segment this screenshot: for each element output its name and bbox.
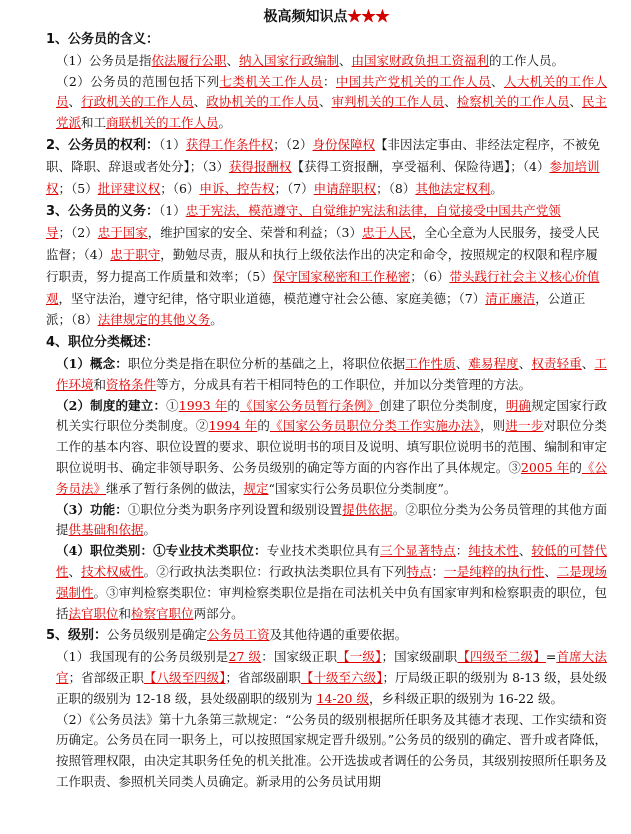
- key-term: 民主党派: [56, 94, 607, 131]
- key-term: 1994 年: [208, 418, 258, 434]
- text-run: ；（8）: [376, 180, 416, 196]
- key-term: 供基础和依据: [68, 522, 144, 538]
- text-run: （1）概念：: [56, 355, 128, 371]
- key-term: 依法履行公职: [151, 52, 227, 68]
- section-heading: [46, 135, 607, 200]
- text-run: （1）: [159, 203, 186, 219]
- text-run: （1）我国现有的公务员级别是: [56, 649, 229, 665]
- text-run: 、: [581, 355, 595, 371]
- key-term: 保守国家秘密和工作秘密: [272, 268, 411, 284]
- text-run: 和: [93, 376, 107, 392]
- text-run: 的: [227, 397, 241, 413]
- text-run: 。: [210, 312, 223, 328]
- paragraph: [46, 500, 607, 542]
- key-term: 资格条件: [106, 376, 157, 392]
- key-term: 1993 年: [178, 397, 228, 413]
- text-run: 规定国家行政机关实行职位分类制度。②: [56, 397, 607, 434]
- text-run: 创建了职位分类制度，: [379, 397, 506, 413]
- key-term: 进一步: [505, 418, 544, 434]
- key-term: 检察官职位: [131, 605, 194, 621]
- text-run: ，公道正派；（8）: [46, 290, 586, 328]
- key-term: 二是现场强制性: [56, 563, 607, 600]
- text-run: ：国家级正职: [261, 649, 338, 665]
- key-term: 工作环境: [56, 355, 607, 392]
- text-run: 和工: [81, 115, 107, 131]
- document-body: [46, 30, 607, 793]
- key-term: 商联机关的工作人员: [106, 115, 219, 131]
- text-run: 、: [518, 543, 532, 559]
- text-run: 、: [491, 73, 504, 89]
- key-term: 政协机关的工作人员: [206, 94, 319, 110]
- text-run: （2）《公务员法》第十九条第三款规定：“公务员的级别根据所任职务及其德才表现、工作实绩和资历确定。公务员在同一职务上，可以按照国家规定晋升级别。”公务员的级别的确定、晋升或者降低，按照管理权限，由决定其职务任免的机关批准。公开选拔或者调任的公务员，其级别按照所任职务及工作职责、参照机关同类人员确定。新录用的公务员试用期: [56, 711, 607, 789]
- text-run: 、: [226, 52, 239, 68]
- text-run: ；（6）: [410, 268, 450, 284]
- text-run: 公务员级别是确定: [107, 627, 208, 643]
- key-term: 一是纯粹的执行性: [444, 563, 545, 579]
- text-run: 、: [569, 94, 582, 110]
- key-term: 获得报酬权: [228, 158, 292, 174]
- text-run: ；（7）: [274, 180, 314, 196]
- text-run: 。②职位分类为公务员管理的其他方面提: [56, 501, 607, 538]
- text-run: 【获得工资报酬，享受福利、保险待遇】；（4）: [291, 158, 550, 174]
- text-run: 、: [68, 94, 82, 110]
- key-term: 技术权威性: [81, 563, 144, 579]
- key-term: 带头践行社会主义核心价值观: [46, 268, 600, 306]
- paragraph: [46, 541, 607, 624]
- text-run: 3、公务员的义务：: [46, 204, 160, 220]
- key-term: 难易程度: [468, 355, 519, 371]
- text-run: 等方，分成具有若干相同特色的工作职位，并加以分类管理的方法。: [156, 376, 532, 392]
- key-term: 检察机关的工作人员: [456, 94, 570, 110]
- key-term: 纳入国家行政编制: [239, 52, 340, 68]
- key-term: 忠于职守: [110, 246, 161, 262]
- key-term: 《公务员法》: [56, 459, 607, 496]
- key-term: 法官职位: [68, 605, 119, 621]
- key-term: 【四级至二级】: [457, 649, 546, 665]
- text-run: ，坚守法治，遵守纪律，恪守职业道德，模范遵守社会公德、家庭美德；（7）: [58, 290, 486, 306]
- text-run: 对职位分类工作的基本内容、职位设置的要求、职位说明书的项目及说明、填写职位说明书的范围、编制和审定职位说明书、确定非领导职务、公务员级别的确定等方面的内容作出了具体规定。③: [56, 418, 607, 475]
- text-run: ；省部级正职: [68, 669, 144, 685]
- section-heading: [46, 333, 607, 354]
- text-run: 2、公务员的权利：: [46, 137, 160, 153]
- text-run: 、: [518, 355, 532, 371]
- key-term: 较低的可替代性: [56, 543, 607, 579]
- text-run: 。: [218, 115, 232, 131]
- key-term: 申诉、控告权: [199, 180, 275, 196]
- key-term: 审判机关的工作人员: [331, 94, 445, 110]
- text-run: （2）制度的建立：: [56, 397, 167, 413]
- text-run: 及其他待遇的重要依据。: [269, 627, 408, 643]
- key-term: 【一级】: [337, 649, 382, 665]
- text-run: 专业技术类职位具有: [266, 543, 381, 559]
- text-run: ，全心全意为人民服务，接受人民监督；（4）: [46, 225, 600, 262]
- text-run: 5、级别：: [46, 628, 108, 644]
- key-term: 工作性质: [405, 355, 456, 371]
- key-term: 明确: [505, 397, 532, 413]
- text-run: 、: [544, 563, 557, 579]
- key-term: 27 级: [228, 649, 262, 665]
- text-run: 、: [193, 94, 207, 110]
- section-heading: [46, 201, 607, 332]
- text-run: ；国家级副职: [381, 649, 458, 665]
- key-term: 规定: [243, 480, 269, 496]
- text-run: ；（2）: [273, 136, 313, 152]
- text-run: （1）公务员是指: [56, 52, 152, 68]
- key-term: 身份保障权: [312, 136, 375, 152]
- key-term: 《国家公务员职位分类工作实施办法》: [270, 418, 480, 434]
- text-run: ；（2）: [58, 225, 98, 241]
- key-term: 人大机关的工作人员: [56, 73, 607, 110]
- text-run: 。: [490, 180, 503, 196]
- text-run: 。③审判检察类职位：审判检察类职位是指在司法机关中负有国家审判和检察职责的职位，包括: [56, 584, 607, 621]
- text-run: （2）公务员的范围包括下列: [56, 73, 220, 89]
- text-run: 的: [257, 418, 271, 434]
- text-run: ：: [455, 543, 469, 559]
- text-run: 职位分类是指在职位分析的基础之上，将职位依据: [127, 355, 406, 371]
- text-run: 的工作人员。: [489, 52, 565, 68]
- text-run: （4）职位类别：①专业技术类职位：: [56, 543, 267, 559]
- text-run: ；（5）: [58, 180, 98, 196]
- key-term: 忠于人民: [361, 225, 412, 241]
- key-term: 申请辞职权: [313, 180, 377, 196]
- star-rating: ★★★: [347, 9, 390, 25]
- key-term: 《国家公务员暂行条例》: [240, 397, 380, 413]
- text-run: ，维护国家的安全、荣誉和利益；（3）: [147, 225, 362, 241]
- key-term: 批评建议权: [97, 180, 161, 196]
- text-run: ①职位分类为职务序列设置和级别设置: [127, 501, 343, 517]
- section-heading: [46, 30, 607, 51]
- key-term: 中国共产党机关的工作人员: [335, 73, 492, 89]
- text-run: 、: [68, 563, 82, 579]
- text-run: （3）功能：: [56, 501, 128, 517]
- key-term: 公务员工资: [207, 627, 270, 643]
- text-run: =: [545, 649, 557, 665]
- key-term: 首席大法官: [56, 649, 607, 685]
- text-run: 两部分。: [193, 605, 244, 621]
- text-run: ，则: [479, 418, 506, 434]
- key-term: 三个显著特点: [380, 543, 456, 559]
- key-term: 参加培训权: [46, 158, 600, 196]
- title-text: 极高频知识点: [263, 9, 348, 25]
- key-term: 其他法定权利: [415, 180, 491, 196]
- text-run: ①: [166, 397, 179, 413]
- paragraph: [46, 396, 607, 500]
- key-term: 法律规定的其他义务: [97, 312, 211, 328]
- paragraph: [46, 51, 607, 72]
- text-run: ：: [322, 73, 336, 89]
- key-term: 获得工作条件权: [185, 136, 274, 152]
- text-run: 、: [339, 52, 352, 68]
- key-term: 七类机关工作人员: [219, 73, 323, 89]
- page-title: [46, 6, 607, 28]
- text-run: 、: [455, 355, 469, 371]
- text-run: 、: [444, 94, 457, 110]
- text-run: ；（6）: [160, 180, 200, 196]
- key-term: 纯技术性: [468, 543, 519, 559]
- key-term: 清正廉洁: [485, 290, 536, 306]
- text-run: “国家实行公务员职位分类制度”。: [268, 480, 457, 496]
- text-run: （1）: [159, 136, 186, 152]
- key-term: 忠于宪法，模范遵守、自觉维护宪法和法律，自觉接受中国共产党领导: [46, 203, 561, 241]
- paragraph: [46, 710, 607, 793]
- section-heading: [46, 625, 607, 647]
- text-run: ，乡科级正职的级别为 16-22 级。: [368, 690, 563, 706]
- text-run: 的: [569, 459, 582, 475]
- key-term: 2005 年: [520, 459, 570, 475]
- text-run: 继承了暂行条例的做法，: [106, 480, 244, 496]
- key-term: 由国家财政负担工资福利: [351, 52, 490, 68]
- text-run: ；厅局级正职的级别为 8-13 级，县处级正职的级别为 12-18 级，县处级副职的级别为: [56, 669, 607, 706]
- text-run: 和: [118, 605, 132, 621]
- key-term: 忠于国家: [97, 225, 148, 241]
- key-term: 权责轻重: [531, 355, 582, 371]
- key-term: 行政机关的工作人员: [81, 94, 194, 110]
- paragraph: [46, 72, 607, 134]
- text-run: ，勤勉尽责，服从和执行上级依法作出的决定和命令，按照规定的权限和程序履行职责，努力提高工作质量和效率；（5）: [46, 246, 598, 284]
- key-term: 【八级至四级】: [143, 669, 226, 685]
- text-run: 、: [318, 94, 332, 110]
- key-term: 特点: [406, 563, 432, 579]
- text-run: 【非因法定事由、非经法定程序，不被免职、降职、辞退或者处分】；（3）: [46, 136, 600, 174]
- paragraph: [46, 647, 607, 709]
- text-run: 。②行政执法类职位：行政执法类职位具有下列: [143, 563, 407, 579]
- text-run: 4、职位分类概述：: [46, 335, 160, 351]
- text-run: 。: [143, 522, 157, 538]
- key-term: 提供依据: [342, 501, 393, 517]
- key-term: 14-20 级: [316, 690, 369, 706]
- text-run: 1、公务员的含义：: [46, 32, 160, 47]
- paragraph: [46, 354, 607, 396]
- text-run: ：: [431, 563, 445, 579]
- text-run: ；省部级副职: [225, 669, 301, 685]
- key-term: 【十级至六级】: [300, 669, 383, 685]
